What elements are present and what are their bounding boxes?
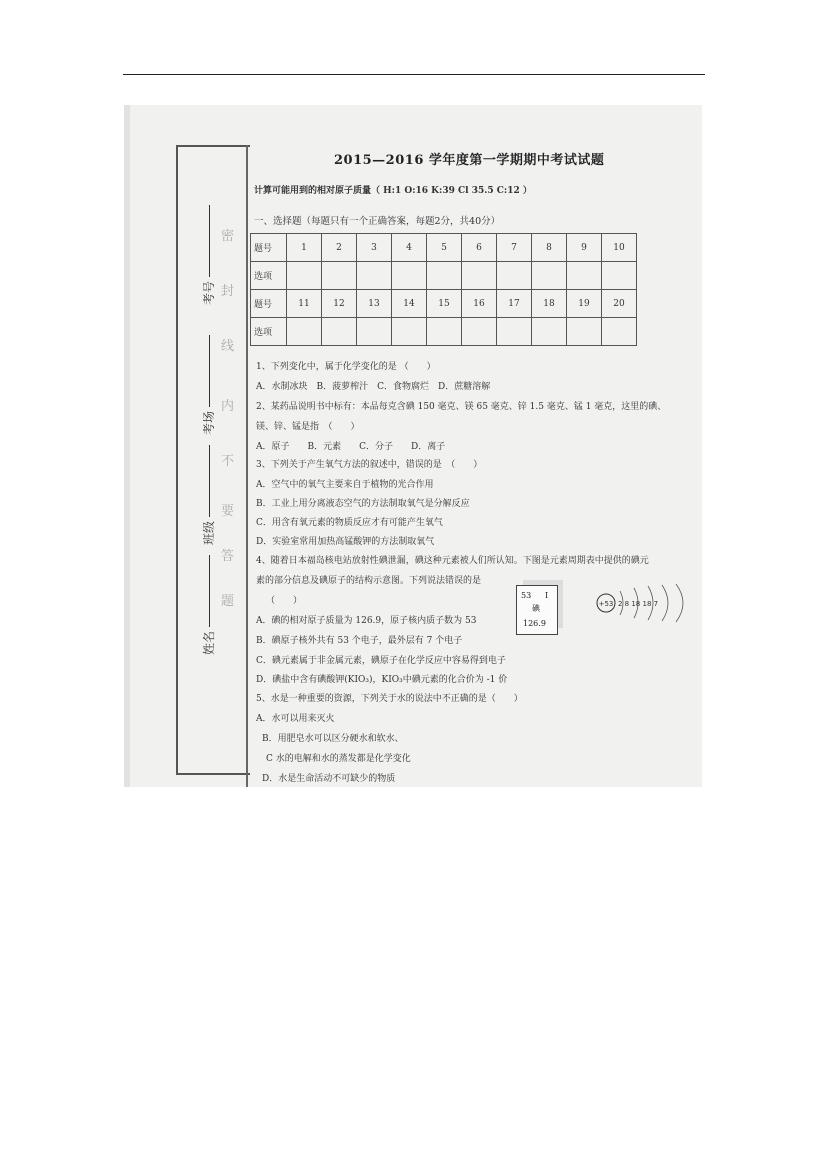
seal-char: 封: [221, 284, 235, 299]
question-number: 8: [532, 234, 567, 262]
answer-cell[interactable]: [462, 262, 497, 290]
scanned-exam-image: [124, 105, 702, 787]
answer-cell[interactable]: [497, 318, 532, 346]
question-2: 2、某药品说明书中标有：本品每克含碘 150 毫克、镁 65 毫克、锌 1.5 毫克、锰 1 毫克，这里的碘、: [256, 402, 667, 412]
electron-shell: [662, 585, 668, 621]
question-5-option-a: A．水可以用来灭火: [256, 714, 335, 724]
question-4-option-a: A．碘的相对原子质量为 126.9，原子核内质子数为 53: [256, 616, 477, 626]
table-row: [251, 290, 637, 318]
atomic-number: 53: [521, 591, 532, 600]
question-5-option-c: C 水的电解和水的蒸发都是化学变化: [266, 754, 411, 764]
row-label: 选项: [251, 318, 287, 346]
exam-room-field: [200, 335, 217, 435]
answer-cell[interactable]: [357, 318, 392, 346]
answer-cell[interactable]: [497, 262, 532, 290]
question-3: 3、下列关于产生氧气方法的叙述中，错误的是 （ ）: [256, 460, 483, 470]
seal-char: 题: [221, 594, 235, 609]
answer-cell[interactable]: [567, 262, 602, 290]
name-field: [200, 555, 217, 655]
exam-room-label: 考场: [202, 410, 216, 435]
question-3-option-a: A．空气中的氧气主要来自于植物的光合作用: [256, 480, 434, 490]
question-number: 6: [462, 234, 497, 262]
atomic-mass: 126.9: [523, 619, 546, 628]
seal-char: 密: [221, 229, 235, 244]
question-5-option-b: B．用肥皂水可以区分硬水和软水、: [262, 734, 404, 744]
question-number: 1: [287, 234, 322, 262]
question-number: 14: [392, 290, 427, 318]
question-4-cont: 素的部分信息及碘原子的结构示意图。下列说法错误的是: [256, 576, 482, 586]
question-1-options: A．水制冰块 B．菠萝榨汁 C．食物腐烂 D．蔗糖溶解: [256, 382, 491, 392]
answer-cell[interactable]: [392, 318, 427, 346]
seal-char: 不: [221, 454, 235, 469]
name-label: 姓名: [202, 630, 216, 655]
answer-cell[interactable]: [357, 262, 392, 290]
answer-cell[interactable]: [532, 318, 567, 346]
iodine-element-card: [516, 585, 558, 635]
answer-cell[interactable]: [287, 318, 322, 346]
question-number: 12: [322, 290, 357, 318]
question-number: 13: [357, 290, 392, 318]
question-4-option-d: D．碘盐中含有碘酸钾(KIO₃)，KIO₃中碘元素的化合价为 -1 价: [256, 675, 508, 685]
question-number: 2: [322, 234, 357, 262]
question-3-option-c: C．用含有氧元素的物质反应才有可能产生氧气: [256, 518, 443, 528]
seal-char: 内: [221, 399, 235, 414]
table-row: [251, 318, 637, 346]
nucleus-charge: +53: [598, 600, 614, 608]
question-3-option-d: D．实验室常用加热高锰酸钾的方法制取氧气: [256, 537, 435, 547]
question-number: 5: [427, 234, 462, 262]
seal-char: 要: [221, 504, 235, 519]
electron-shell: [676, 584, 683, 622]
answer-cell[interactable]: [427, 318, 462, 346]
question-4-option-c: C．碘元素属于非金属元素，碘原子在化学反应中容易得到电子: [256, 656, 506, 666]
shell-electron-counts: 2 8 18 18 7: [618, 600, 659, 608]
page-top-rule: [123, 74, 705, 75]
answer-cell[interactable]: [322, 318, 357, 346]
question-number: 9: [567, 234, 602, 262]
question-number: 18: [532, 290, 567, 318]
question-5-option-d: D．水是生命活动不可缺少的物质: [262, 774, 396, 784]
answer-cell[interactable]: [567, 318, 602, 346]
question-1: 1、下列变化中，属于化学变化的是 （ ）: [256, 362, 436, 372]
question-4-option-b: B．碘原子核外共有 53 个电子，最外层有 7 个电子: [256, 636, 463, 646]
scan-edge: [124, 105, 130, 787]
row-label: 题号: [251, 234, 287, 262]
question-2-cont: 镁、锌、锰是指 （ ）: [256, 422, 360, 432]
question-number: 15: [427, 290, 462, 318]
table-row: [251, 234, 637, 262]
answer-cell[interactable]: [532, 262, 567, 290]
atomic-mass-line: 计算可能用到的相对原子质量（ H:1 O:16 K:39 Cl 35.5 C:12 ）: [254, 186, 532, 196]
question-number: 3: [357, 234, 392, 262]
row-label: 选项: [251, 262, 287, 290]
class-field: [200, 445, 217, 545]
answer-cell[interactable]: [322, 262, 357, 290]
answer-cell[interactable]: [392, 262, 427, 290]
question-number: 17: [497, 290, 532, 318]
seal-line: [246, 145, 248, 787]
answer-cell[interactable]: [287, 262, 322, 290]
question-number: 20: [602, 290, 637, 318]
exam-no-field: [200, 205, 217, 305]
element-name: 碘: [532, 604, 540, 613]
class-label: 班级: [202, 520, 216, 545]
question-2-options: A．原子 B．元素 C．分子 D．离子: [256, 442, 446, 452]
exam-no-label: 考号: [202, 280, 216, 305]
question-number: 19: [567, 290, 602, 318]
question-5: 5、水是一种重要的资源，下列关于水的说法中不正确的是（ ）: [256, 694, 523, 704]
question-number: 4: [392, 234, 427, 262]
answer-cell[interactable]: [602, 262, 637, 290]
seal-char: 答: [221, 549, 235, 564]
answer-cell[interactable]: [602, 318, 637, 346]
question-4: 4、随着日本福岛核电站放射性碘泄漏，碘这种元素被人们所认知。下图是元素周期表中提供的碘元: [256, 556, 649, 566]
question-number: 7: [497, 234, 532, 262]
question-number: 10: [602, 234, 637, 262]
question-4-blank: （ ）: [266, 596, 303, 606]
table-row: [251, 262, 637, 290]
section-heading: 一、选择题（每题只有一个正确答案，每题2分，共40分）: [254, 216, 501, 227]
question-number: 11: [287, 290, 322, 318]
seal-char: 线: [221, 339, 235, 354]
iodine-atom-diagram: [594, 583, 702, 623]
element-symbol: I: [545, 591, 549, 600]
question-3-option-b: B．工业上用分离液态空气的方法制取氧气是分解反应: [256, 499, 470, 509]
question-number: 16: [462, 290, 497, 318]
row-label: 题号: [251, 290, 287, 318]
exam-title: 2015—2016 学年度第一学期期中考试试题: [334, 153, 605, 168]
answer-cell[interactable]: [462, 318, 497, 346]
answer-table: [250, 233, 637, 346]
answer-cell[interactable]: [427, 262, 462, 290]
